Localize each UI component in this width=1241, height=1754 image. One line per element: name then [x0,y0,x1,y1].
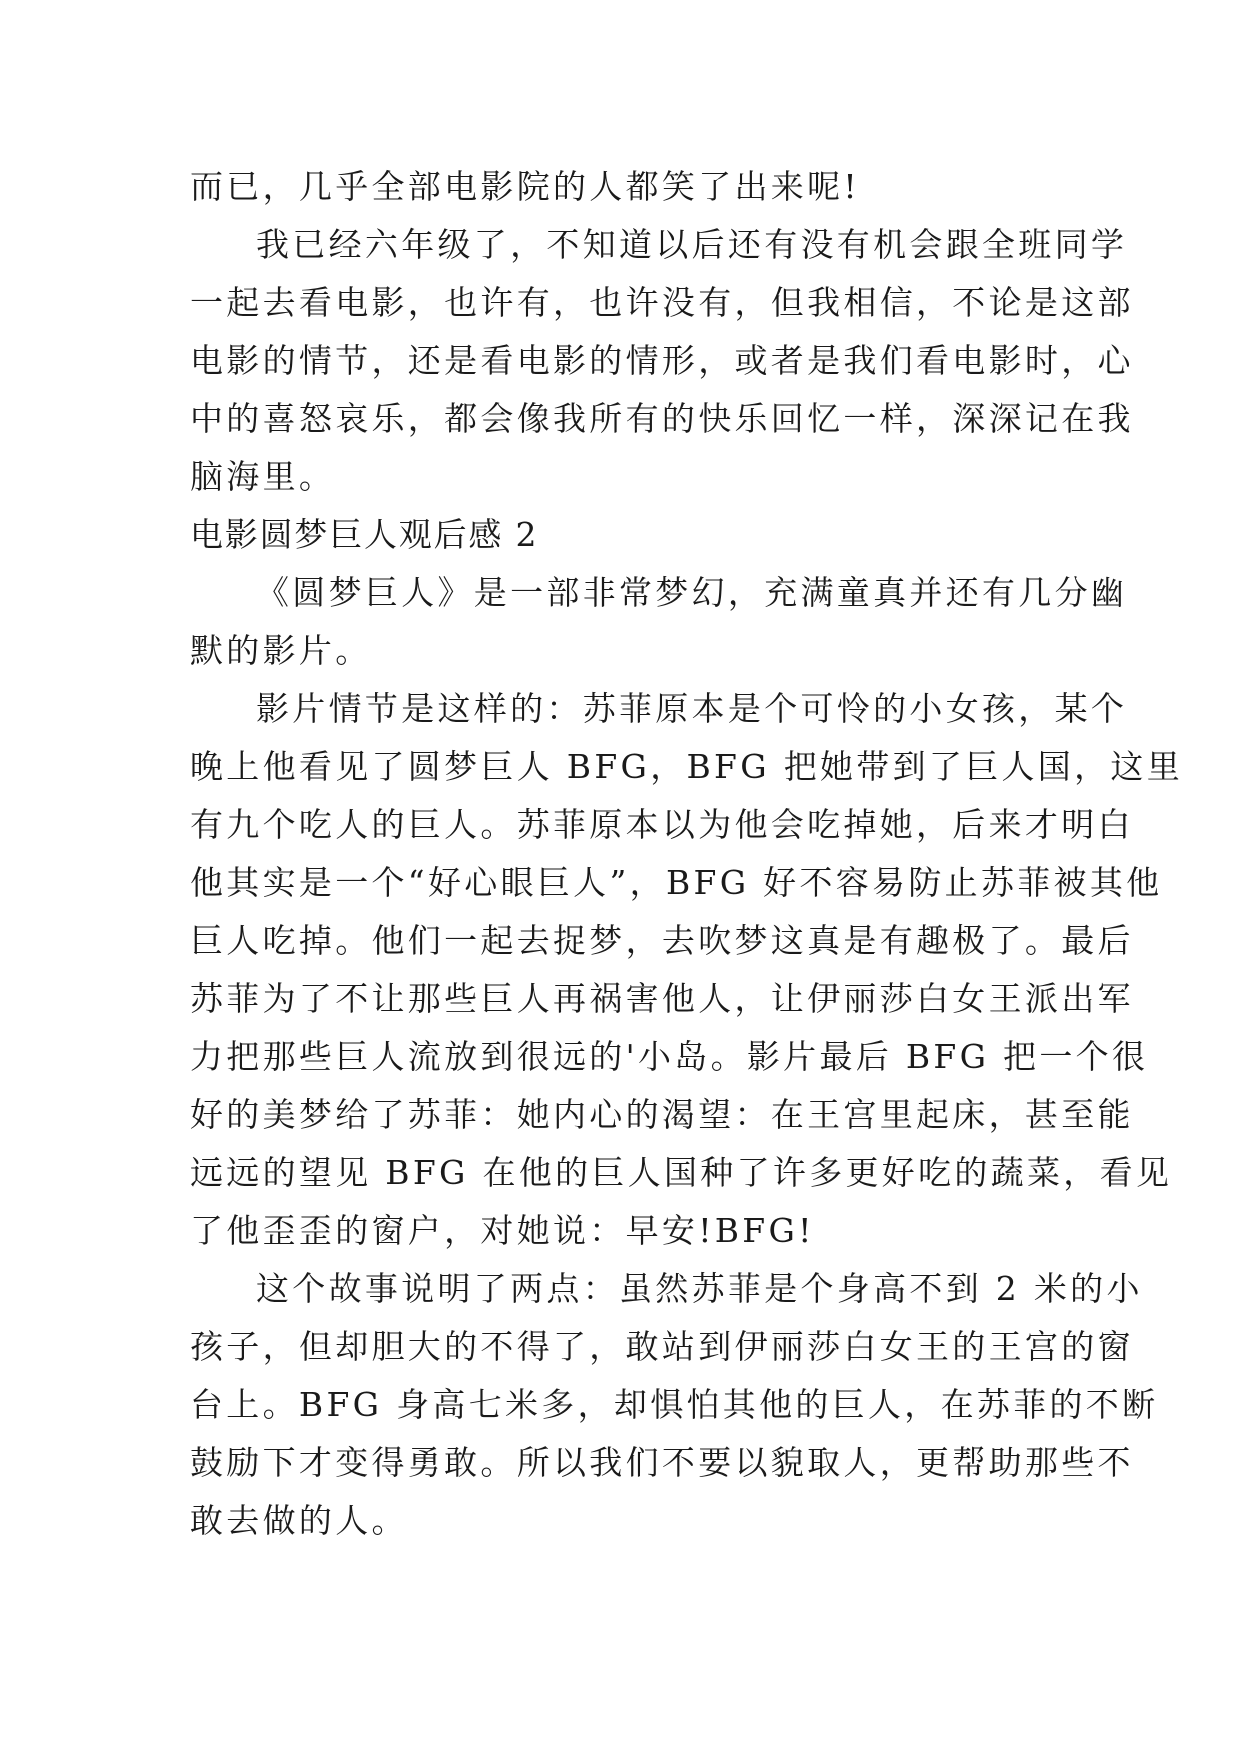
text-line: 台上。BFG 身高七米多，却惧怕其他的巨人，在苏菲的不断 [190,1385,1159,1424]
text-line: 苏菲为了不让那些巨人再祸害他人，让伊丽莎白女王派出军 [190,979,1134,1018]
text-line: 好的美梦给了苏菲：她内心的渴望：在王宫里起床，甚至能 [190,1095,1134,1134]
paragraph-start-line: 这个故事说明了两点：虽然苏菲是个身高不到 2 米的小 [256,1269,1143,1308]
text-line: 有九个吃人的巨人。苏菲原本以为他会吃掉她，后来才明白 [190,805,1134,844]
text-line: 脑海里。 [190,457,336,496]
text-line: 而已，几乎全部电影院的人都笑了出来呢! [190,167,860,206]
text-line: 电影的情节，还是看电影的情形，或者是我们看电影时，心 [190,341,1134,380]
text-line: 他其实是一个“好心眼巨人”，BFG 好不容易防止苏菲被其他 [190,863,1163,902]
paragraph-start-line: 《圆梦巨人》是一部非常梦幻，充满童真并还有几分幽 [256,573,1128,612]
section-heading: 电影圆梦巨人观后感 2 [190,515,539,554]
text-line: 晚上他看见了圆梦巨人 BFG，BFG 把她带到了巨人国，这里 [190,747,1183,786]
paragraph-start-line: 影片情节是这样的：苏菲原本是个可怜的小女孩，某个 [256,689,1128,728]
text-line: 巨人吃掉。他们一起去捉梦，去吹梦这真是有趣极了。最后 [190,921,1134,960]
text-line: 默的影片。 [190,631,372,670]
paragraph-start-line: 我已经六年级了，不知道以后还有没有机会跟全班同学 [256,225,1128,264]
text-line: 鼓励下才变得勇敢。所以我们不要以貌取人，更帮助那些不 [190,1443,1134,1482]
text-line: 中的喜怒哀乐，都会像我所有的快乐回忆一样，深深记在我 [190,399,1134,438]
text-line: 了他歪歪的窗户，对她说：早安!BFG! [190,1211,815,1250]
text-line: 一起去看电影，也许有，也许没有，但我相信，不论是这部 [190,283,1134,322]
text-line: 力把那些巨人流放到很远的'小岛。影片最后 BFG 把一个很 [190,1037,1149,1076]
text-line: 敢去做的人。 [190,1501,408,1540]
text-line: 远远的望见 BFG 在他的巨人国种了许多更好吃的蔬菜，看见 [190,1153,1173,1192]
text-line: 孩子，但却胆大的不得了，敢站到伊丽莎白女王的王宫的窗 [190,1327,1134,1366]
document-body [190,158,1183,1550]
